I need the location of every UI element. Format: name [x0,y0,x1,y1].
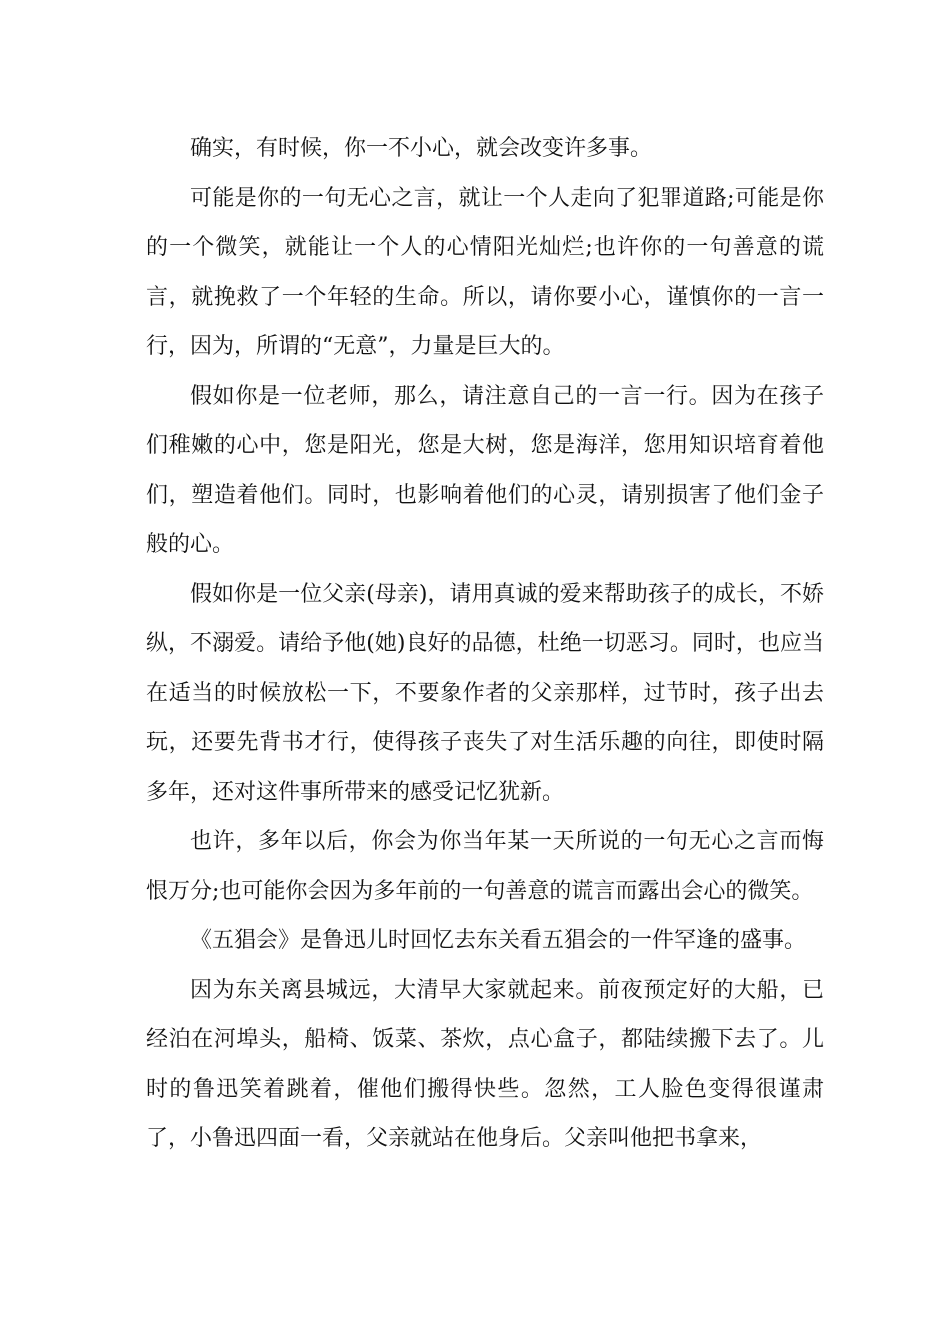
paragraph-2: 可能是你的一句无心之言，就让一个人走向了犯罪道路;可能是你的一个微笑，就能让一个人的心情阳光灿烂;也许你的一句善意的谎言，就挽救了一个年轻的生命。所以，请你要小心，谨慎你的一言一行，因为，所谓的“无意”，力量是巨大的。 [146,185,824,359]
paragraph-5: 也许，多年以后，你会为你当年某一天所说的一句无心之言而悔恨万分;也可能你会因为多年前的一句善意的谎言而露出会心的微笑。 [146,829,824,904]
document-body [146,124,824,1164]
paragraph-6: 《五猖会》是鲁迅儿时回忆去东关看五猖会的一件罕逢的盛事。 [190,928,807,953]
paragraph-4: 假如你是一位父亲(母亲)，请用真诚的爱来帮助孩子的成长，不娇纵，不溺爱。请给予他(她)良好的品德，杜绝一切恶习。同时，也应当在适当的时候放松一下，不要象作者的父亲那样，过节时，孩子出去玩，还要先背书才行，使得孩子丧失了对生活乐趣的向往，即使时隔多年，还对这件事所带来的感受记忆犹新。 [146,581,824,805]
paragraph-7: 因为东关离县城远，大清早大家就起来。前夜预定好的大船，已经泊在河埠头，船椅、饭菜、茶炊，点心盒子，都陆续搬下去了。儿时的鲁迅笑着跳着，催他们搬得快些。忽然，工人脸色变得很谨肃了，小鲁迅四面一看，父亲就站在他身后。父亲叫他把书拿来， [146,977,824,1151]
paragraph-3: 假如你是一位老师，那么，请注意自己的一言一行。因为在孩子们稚嫩的心中，您是阳光，您是大树，您是海洋，您用知识培育着他们，塑造着他们。同时，也影响着他们的心灵，请别损害了他们金子般的心。 [146,383,824,557]
paragraph-1: 确实，有时候，你一不小心，就会改变许多事。 [190,136,653,161]
